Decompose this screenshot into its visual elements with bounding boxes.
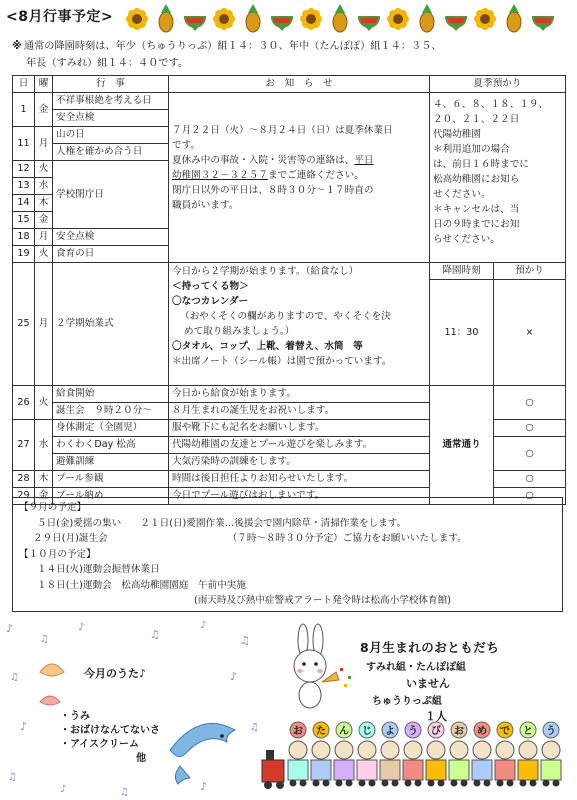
header-info: お 知 ら せ [169, 76, 430, 93]
care-note: せください。 [433, 189, 491, 200]
fruit-border-decoration [125, 4, 565, 34]
day-cell: 25 [13, 263, 35, 386]
train-car [449, 722, 469, 787]
birthday-group-2-count: １人 [425, 710, 447, 723]
summer-info-line: ７月２２日（火）～８月２４日（日）は夏季休業日 [172, 125, 393, 136]
term-info-line: めて取り組みましょう。） [184, 326, 295, 337]
train-car [472, 722, 492, 787]
summer-info-line: 閉庁日以外の平日は、８時３０分～１７時直の [172, 185, 374, 196]
song-item: ・アイスクリーム [60, 739, 139, 750]
song-item: ・おばけなんてないさ [60, 725, 160, 736]
care-note: ＊キャンセルは、当 [433, 204, 520, 215]
day-cell: 13 [13, 178, 35, 195]
info-cell: 時間は後日担任よりお知らせいたします。 [169, 471, 430, 488]
page-title: <8月行事予定> [6, 9, 114, 25]
summer-info-line: 平日 [354, 155, 374, 166]
train-letter: う [546, 726, 556, 737]
song-list [60, 710, 160, 766]
september-event: ２９日(月)誕生会 [33, 533, 108, 544]
train-car [311, 722, 331, 787]
sunflower-icon [300, 8, 322, 30]
event-cell: ２学期始業式 [53, 263, 169, 386]
table-row [13, 93, 566, 110]
october-heading: 【１０月の予定】 [19, 548, 96, 560]
birthday-group-1: すみれ組・たんぽぽ組 [366, 662, 466, 673]
day-cell: 14 [13, 195, 35, 212]
weekday-cell: 火 [35, 246, 53, 263]
watermelon-icon [446, 17, 466, 31]
event-cell: 給食開始 [53, 386, 169, 403]
train-letter: お [293, 726, 303, 737]
term-items-heading: ＜持ってくる物＞ [172, 281, 249, 292]
september-line [19, 531, 556, 547]
header-event: 行 事 [53, 76, 169, 93]
svg-text:♫: ♫ [10, 672, 19, 683]
svg-text:♪: ♪ [60, 784, 67, 795]
october-event: １４日(火)運動会振替休業日 [37, 564, 160, 575]
watermelon-icon [272, 17, 292, 31]
svg-text:♪: ♪ [20, 720, 28, 733]
watermelon-icon [359, 17, 379, 31]
summer-break-info [169, 93, 430, 263]
azukari-cell: ○ [494, 471, 566, 488]
day-cell: 26 [13, 386, 35, 420]
care-note: 日の９時までにお知 [433, 219, 520, 230]
event-cell: 身体測定（全園児） [53, 420, 169, 437]
weekday-cell: 月 [35, 263, 53, 386]
pickup-time-note [12, 38, 562, 72]
song-item: ・うみ [60, 711, 90, 722]
svg-text:♪: ♪ [6, 622, 14, 635]
event-cell: 安全点検 [53, 229, 169, 246]
svg-text:♫: ♫ [120, 787, 129, 798]
header-weekday: 曜 [35, 76, 53, 93]
svg-text:♫: ♫ [250, 722, 259, 733]
info-cell: 代陽幼稚園の友達とプール遊びを楽しみます。 [169, 437, 430, 454]
day-cell: 15 [13, 212, 35, 229]
event-cell: 山の日 [53, 127, 169, 144]
event-cell: プール参観 [53, 471, 169, 488]
event-cell: 人権を確かめ合う日 [53, 144, 169, 161]
care-note: 松高幼稚園にお知ら [433, 174, 520, 185]
schedule-table [12, 75, 566, 505]
note-line-1: 通常の降園時刻は、年少（ちゅうりっぷ）組１４：３０、年中（たんぽぽ）組１４：３５、 [23, 41, 442, 52]
summer-info-line: です。 [172, 140, 201, 151]
train-letter: で [500, 726, 510, 737]
birthday-title: 8月生まれのおともだち [360, 640, 500, 655]
rabbit-icon [294, 624, 339, 708]
svg-text:♫: ♫ [150, 628, 160, 641]
azukari-cell: ○ [494, 420, 566, 437]
svg-text:♫: ♫ [240, 634, 250, 647]
svg-text:♫: ♫ [8, 772, 17, 783]
care-note: らせください。 [433, 234, 500, 245]
care-dates: ２０、２１、２２日 [433, 114, 520, 125]
confetti-decoration [340, 668, 351, 687]
train-letter: よ [385, 726, 395, 737]
pickup-time-cell: 11：30 [430, 280, 494, 386]
day-cell: 28 [13, 471, 35, 488]
music-notes-decoration [6, 620, 259, 798]
summer-info-line: までご連絡ください。 [267, 170, 364, 181]
bottom-section [0, 620, 577, 800]
table-row [13, 386, 566, 403]
care-note: は、前日１６時までに [433, 159, 529, 170]
note-line-2: 年長（すみれ）組１４：４０です。 [26, 58, 189, 69]
azukari-cell: ○ [494, 488, 566, 505]
event-cell: 避難訓練 [53, 454, 169, 471]
svg-text:♫: ♫ [40, 634, 49, 645]
summer-info-line: 夏休み中の事故・入院・災害等の連絡は、 [172, 155, 355, 166]
care-dates: ４、６、８、１８、１９、 [433, 99, 549, 110]
second-term-info [169, 263, 430, 386]
weekday-cell: 木 [35, 195, 53, 212]
train-letter: じ [362, 726, 372, 737]
train-car [426, 722, 446, 787]
sunflower-icon [474, 8, 496, 30]
care-note: ＊利用追加の場合 [433, 144, 510, 155]
weekday-cell: 水 [35, 178, 53, 195]
table-row [13, 263, 566, 280]
sunflower-icon [126, 8, 148, 30]
sunflower-icon [387, 8, 409, 30]
header-pickup-time: 降園時刻 [430, 263, 494, 280]
term-item: 〇タオル、コップ、上靴、着替え、水筒 等 [172, 341, 363, 352]
pineapple-icon [246, 4, 260, 32]
birthday-group-1-count: いません [406, 677, 450, 690]
svg-text:♪: ♪ [200, 620, 207, 631]
september-event: ５日(金)愛揺の集い [37, 517, 122, 529]
weekday-cell: 金 [35, 212, 53, 229]
train-engine-icon [262, 750, 284, 789]
header-day: 日 [13, 76, 35, 93]
event-cell: 食育の日 [53, 246, 169, 263]
september-line [19, 516, 556, 532]
watermelon-icon [185, 17, 205, 31]
sunflower-icon [213, 8, 235, 30]
train-car [541, 722, 561, 787]
info-cell: 今日でプール遊びはおしまいです。 [169, 488, 430, 505]
event-cell: 誕生会 ９時２０分～ [53, 403, 169, 420]
train-letter: た [316, 726, 326, 737]
summer-care-info [430, 93, 566, 263]
term-info-line: （おやくそくの欄がありますので、やくそくを決 [180, 311, 391, 322]
kindergarten-phone: 幼稚園３２－３２５７ [172, 170, 268, 181]
september-event: ２１日(日)愛園作業…後援会で園内除草・清掃作業をします。 [140, 517, 407, 529]
svg-text:♪: ♪ [230, 670, 238, 683]
watermelon-icon [533, 17, 553, 31]
train-letter: ん [339, 726, 349, 737]
info-cell: 大気汚染時の訓練をします。 [169, 454, 430, 471]
future-schedule-box [12, 497, 563, 612]
info-cell: ８月生まれの誕生児をお祝いします。 [169, 403, 430, 420]
info-cell: 今日から給食が始まります。 [169, 386, 430, 403]
header-summer-care: 夏季預かり [430, 76, 566, 93]
pineapple-icon [159, 4, 173, 32]
october-event-note: (雨天時及び熱中症警戒アラート発令時は松高小学校体育館) [194, 595, 451, 606]
september-event: （７時～８時３０分予定）ご協力をお願いいたします。 [227, 533, 467, 544]
train-car [380, 722, 400, 787]
train-letter: め [477, 726, 487, 737]
event-cell: わくわくDay 松高 [53, 437, 169, 454]
shell-icon [40, 664, 64, 705]
train-letter: お [454, 726, 464, 737]
pineapple-icon [507, 4, 521, 32]
train-car [334, 722, 354, 787]
day-cell: 19 [13, 246, 35, 263]
azukari-cell: ○ [494, 386, 566, 420]
dolphin-icon [170, 723, 235, 784]
info-cell: 服や靴下にも記名をお願いします。 [169, 420, 430, 437]
day-cell: 18 [13, 229, 35, 246]
normal-pickup-cell: 通常通り [430, 386, 494, 505]
weekday-cell: 月 [35, 127, 53, 161]
song-other: 他 [136, 753, 146, 764]
train-letter: と [523, 726, 533, 737]
day-cell: 29 [13, 488, 35, 505]
september-heading: 【９月の予定】 [19, 502, 87, 513]
october-event: １８日(土)運動会 松高幼稚園園庭 午前中実施 [37, 579, 246, 591]
event-cell: 学校閉庁日 [53, 161, 169, 229]
weekday-cell: 金 [35, 93, 53, 127]
pineapple-icon [333, 4, 347, 32]
weekday-cell: 火 [35, 386, 53, 420]
birthday-train-illustration [262, 722, 561, 789]
svg-text:♪: ♪ [200, 780, 208, 793]
pineapple-icon [420, 4, 434, 32]
header-azukari: 預かり [494, 263, 566, 280]
train-letter: う [408, 726, 418, 737]
term-item: 〇なつカレンダー [172, 296, 249, 307]
day-cell: 11 [13, 127, 35, 161]
weekday-cell: 火 [35, 161, 53, 178]
term-info-line: ＊出席ノート（シール帳）は園で預かっています。 [172, 356, 392, 367]
train-car [518, 722, 538, 787]
care-place: 代陽幼稚園 [433, 129, 481, 140]
weekday-cell: 金 [35, 488, 53, 505]
train-car [403, 722, 423, 787]
day-cell: 12 [13, 161, 35, 178]
day-cell: 1 [13, 93, 35, 127]
table-header-row [13, 76, 566, 93]
event-cell: 安全点検 [53, 110, 169, 127]
event-cell: プール納め [53, 488, 169, 505]
note-mark: ※ [12, 41, 22, 52]
train-car [288, 722, 308, 787]
day-cell: 27 [13, 420, 35, 471]
weekday-cell: 木 [35, 471, 53, 488]
song-of-month-title: 今月のうた♪ [84, 667, 147, 680]
weekday-cell: 水 [35, 420, 53, 471]
train-car [495, 722, 515, 787]
summer-info-line: 職員がいます。 [172, 200, 239, 211]
svg-text:♪: ♪ [78, 622, 85, 633]
train-car [357, 722, 377, 787]
azukari-cell: × [494, 280, 566, 386]
azukari-cell: ○ [494, 437, 566, 471]
train-letter: び [431, 726, 441, 737]
birthday-group-2: ちゅうりっぷ組 [372, 696, 442, 707]
term-info-line: 今日から２学期が始まります。（給食なし） [172, 266, 359, 277]
event-cell: 不祥事根絶を考える日 [53, 93, 169, 110]
weekday-cell: 月 [35, 229, 53, 246]
